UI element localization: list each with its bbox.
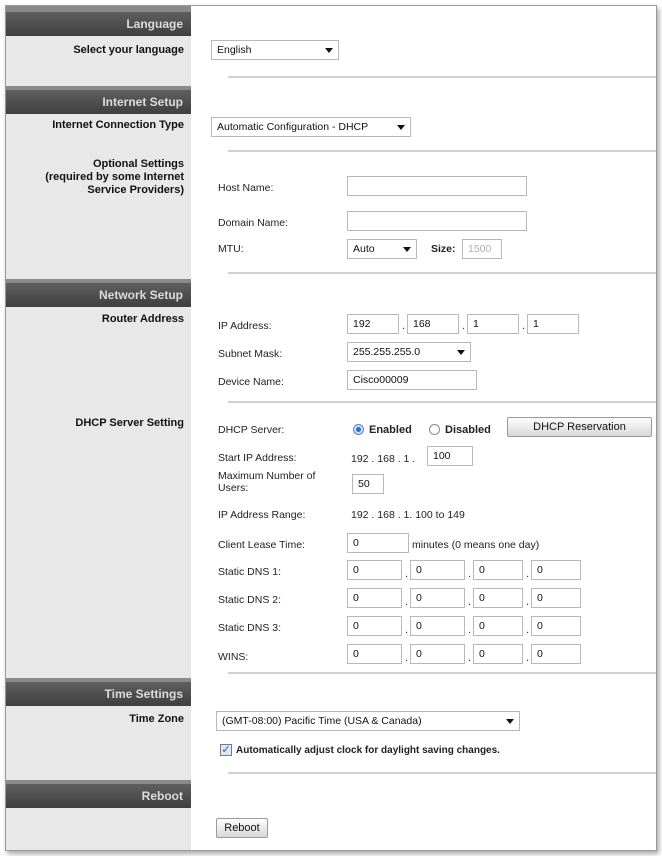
start-ip-label: Start IP Address: xyxy=(218,452,297,464)
auto-dst-label: Automatically adjust clock for daylight saving changes. xyxy=(236,745,500,756)
dhcp-server-label: DHCP Server: xyxy=(218,424,285,436)
ip-range-label: IP Address Range: xyxy=(218,509,306,521)
wins-octet-2[interactable]: 0 xyxy=(410,644,465,664)
dot-separator: . xyxy=(405,568,409,580)
chevron-down-icon xyxy=(457,350,465,355)
dhcp-enabled-label: Enabled xyxy=(369,424,412,436)
label-optional-settings: Optional Settings (required by some Internet Service Providers) xyxy=(45,158,184,196)
dot-separator: . xyxy=(405,596,409,608)
mtu-value: Auto xyxy=(353,243,375,255)
domain-name-input[interactable] xyxy=(347,211,527,231)
dot-separator: . xyxy=(468,596,472,608)
separator xyxy=(228,672,657,674)
mtu-label: MTU: xyxy=(218,243,244,255)
start-ip-prefix: 192 . 168 . 1 . xyxy=(351,453,416,465)
host-name-input[interactable] xyxy=(347,176,527,196)
dot-separator: . xyxy=(402,320,406,332)
auto-dst-checkbox[interactable]: ✓ xyxy=(221,744,231,756)
host-name-label: Host Name: xyxy=(218,182,274,194)
dhcp-enabled-radio[interactable] xyxy=(353,424,364,435)
section-header-reboot: Reboot xyxy=(6,784,191,808)
router-ip-octet-2[interactable]: 168 xyxy=(407,314,459,334)
section-header-internet-setup: Internet Setup xyxy=(6,90,191,114)
static-dns3-octet-1[interactable]: 0 xyxy=(347,616,402,636)
domain-name-label: Domain Name: xyxy=(218,217,289,229)
section-divider xyxy=(6,6,191,12)
connection-type-value: Automatic Configuration - DHCP xyxy=(217,121,369,133)
router-ip-octet-3[interactable]: 1 xyxy=(467,314,519,334)
separator xyxy=(228,76,657,78)
time-zone-value: (GMT-08:00) Pacific Time (USA & Canada) xyxy=(222,715,422,727)
dot-separator: . xyxy=(468,624,472,636)
section-header-language: Language xyxy=(6,12,191,36)
chevron-down-icon xyxy=(506,719,514,724)
ip-range-value: 192 . 168 . 1. 100 to 149 xyxy=(351,509,465,521)
lease-time-input[interactable]: 0 xyxy=(347,533,409,553)
router-settings-page xyxy=(5,5,657,851)
static-dns1-octet-1[interactable]: 0 xyxy=(347,560,402,580)
label-dhcp-server-setting: DHCP Server Setting xyxy=(75,417,184,429)
subnet-mask-label: Subnet Mask: xyxy=(218,348,283,360)
max-users-label: Maximum Number of Users: xyxy=(218,470,316,494)
chevron-down-icon xyxy=(325,48,333,53)
router-ip-octet-1[interactable]: 192 xyxy=(347,314,399,334)
lease-time-suffix: minutes (0 means one day) xyxy=(412,539,540,551)
connection-type-select[interactable] xyxy=(211,117,411,137)
reboot-button[interactable]: Reboot xyxy=(216,818,268,838)
separator xyxy=(228,272,657,274)
dot-separator: . xyxy=(468,568,472,580)
dot-separator: . xyxy=(462,320,466,332)
static-dns2-octet-3[interactable]: 0 xyxy=(473,588,523,608)
dot-separator: . xyxy=(522,320,526,332)
dot-separator: . xyxy=(526,624,530,636)
wins-label: WINS: xyxy=(218,651,249,663)
dot-separator: . xyxy=(526,652,530,664)
static-dns3-octet-3[interactable]: 0 xyxy=(473,616,523,636)
dot-separator: . xyxy=(526,596,530,608)
dot-separator: . xyxy=(468,652,472,664)
language-select[interactable] xyxy=(211,40,339,60)
separator xyxy=(228,150,657,152)
static-dns3-label: Static DNS 3: xyxy=(218,622,282,634)
label-connection-type: Internet Connection Type xyxy=(52,119,184,131)
section-header-network-setup: Network Setup xyxy=(6,283,191,307)
static-dns3-octet-2[interactable]: 0 xyxy=(410,616,465,636)
chevron-down-icon xyxy=(397,125,405,130)
device-name-input[interactable]: Cisco00009 xyxy=(347,370,477,390)
static-dns2-octet-1[interactable]: 0 xyxy=(347,588,402,608)
static-dns1-octet-3[interactable]: 0 xyxy=(473,560,523,580)
label-router-address: Router Address xyxy=(101,313,184,325)
chevron-down-icon xyxy=(403,247,411,252)
dhcp-reservation-button[interactable]: DHCP Reservation xyxy=(507,417,652,437)
dot-separator: . xyxy=(526,568,530,580)
wins-octet-3[interactable]: 0 xyxy=(473,644,523,664)
wins-octet-4[interactable]: 0 xyxy=(531,644,581,664)
subnet-mask-select[interactable] xyxy=(347,342,471,362)
device-name-label: Device Name: xyxy=(218,376,284,388)
dhcp-disabled-radio[interactable] xyxy=(429,424,440,435)
separator xyxy=(228,401,657,403)
dot-separator: . xyxy=(405,652,409,664)
section-header-time-settings: Time Settings xyxy=(6,682,191,706)
wins-octet-1[interactable]: 0 xyxy=(347,644,402,664)
static-dns2-octet-2[interactable]: 0 xyxy=(410,588,465,608)
max-users-input[interactable]: 50 xyxy=(352,474,384,494)
size-label: Size: xyxy=(431,243,456,255)
subnet-mask-value: 255.255.255.0 xyxy=(353,346,421,358)
router-ip-octet-4[interactable]: 1 xyxy=(527,314,579,334)
language-select-value: English xyxy=(217,44,252,56)
label-time-zone: Time Zone xyxy=(129,713,184,725)
static-dns2-octet-4[interactable]: 0 xyxy=(531,588,581,608)
router-ip-label: IP Address: xyxy=(218,320,272,332)
dhcp-disabled-label: Disabled xyxy=(445,424,491,436)
mtu-select[interactable] xyxy=(347,239,417,259)
static-dns2-label: Static DNS 2: xyxy=(218,594,282,606)
start-ip-input[interactable]: 100 xyxy=(427,446,473,466)
separator xyxy=(228,772,657,774)
time-zone-select[interactable] xyxy=(216,711,520,731)
lease-time-label: Client Lease Time: xyxy=(218,539,305,551)
static-dns3-octet-4[interactable]: 0 xyxy=(531,616,581,636)
static-dns1-octet-4[interactable]: 0 xyxy=(531,560,581,580)
label-select-language: Select your language xyxy=(73,44,184,56)
dot-separator: . xyxy=(405,624,409,636)
static-dns1-octet-2[interactable]: 0 xyxy=(410,560,465,580)
mtu-size-input[interactable]: 1500 xyxy=(462,239,502,259)
static-dns1-label: Static DNS 1: xyxy=(218,566,282,578)
